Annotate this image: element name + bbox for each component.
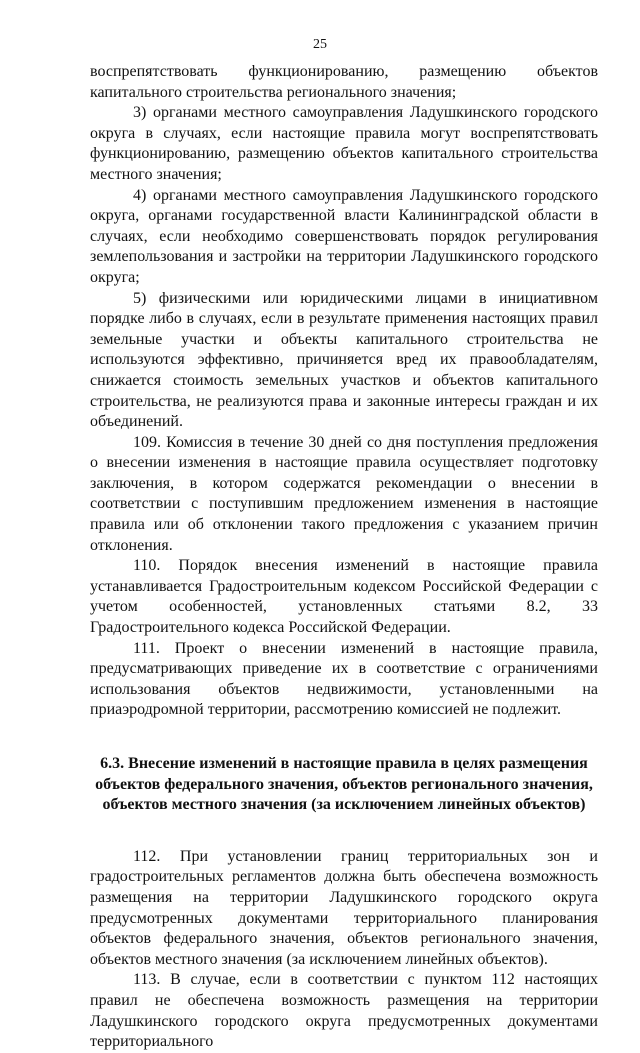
paragraph-110: 110. Порядок внесения изменений в настоящие правила устанавливается Градостроительным кодексом Российской Федерации с учетом особенностей, установленных статьями 8.2, 33 Градостроительного кодекса Российской Федерации. [90,557,598,637]
paragraph-109: 109. Комиссия в течение 30 дней со дня поступления предложения о внесении изменения в настоящие правила осуществляет подготовку заключения, в котором содержатся рекомендации о внесении в соответствии с поступившим предложением изменения в настоящие правила или об отклонении такого предложения с указанием причин отклонения. [90,433,598,554]
paragraph-112: 112. При установлении границ территориальных зон и градостроительных регламентов должна быть обеспечена возможность размещения на территории Ладушкинского городского округа предусмотренных документами территориального планирования объектов федерального значения, объектов регионального значения, объектов местного значения (за исключением линейных объектов). [90,847,598,968]
bottom-paragraphs [90,847,598,1053]
section-heading: 6.3. Внесение изменений в настоящие правила в целях размещения объектов федерального значения, объектов регионального значения, объектов местного значения (за исключением линейных объектов) [95,755,593,814]
paragraph-item-5: 5) физическими или юридическими лицами в инициативном порядке либо в случаях, если в результате применения настоящих правил земельные участки и объекты капитального строительства не используются эффективно, причиняется вред их правообладателям, снижается стоимость земельных участков и объектов капитального строительства, не реализуются права и законные интересы граждан и их объединений. [90,289,598,431]
paragraph-111: 111. Проект о внесении изменений в настоящие правила, предусматривающих приведение их в соответствие с ограничениями использования объектов недвижимости, установленными на приаэродромной территории, рассмотрению комиссией не подлежит. [90,639,598,719]
top-paragraphs [90,62,598,721]
page-number: 25 [313,37,327,52]
document-body [90,62,598,1053]
paragraph-item-4: 4) органами местного самоуправления Ладушкинского городского округа, органами государственной власти Калининградской области в случаях, если необходимо совершенствовать порядок регулирования землепользования и застройки на территории Ладушкинского городского округа; [90,186,598,286]
paragraph-continuation: воспрепятствовать функционированию, размещению объектов капитального строительства регионального значения; [90,63,598,101]
paragraph-item-3: 3) органами местного самоуправления Ладушкинского городского округа в случаях, если настоящие правила могут воспрепятствовать функционированию, размещению объектов капитального строительства местного значения; [90,104,598,183]
paragraph-113: 113. В случае, если в соответствии с пунктом 112 настоящих правил не обеспечена возможность размещения на территории Ладушкинского городского округа предусмотренных документами территориального [90,971,598,1051]
